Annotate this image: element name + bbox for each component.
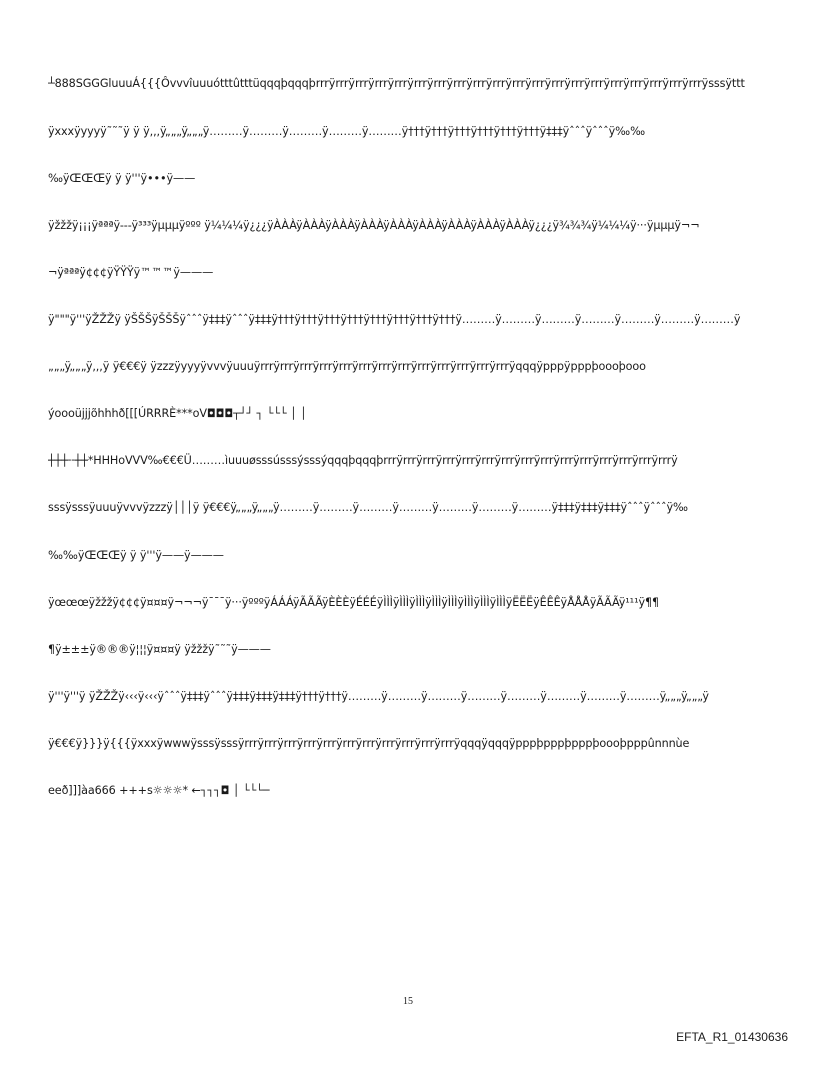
text-line: ýoooüjjjõhhhð[[[ÚRRRÈ***oV◘◘◘┬┘┘ ┐ └└└ │ │	[48, 407, 307, 421]
text-line: ¬ÿªªªÿ¢¢¢ÿŸŸŸÿ™™™ÿ———	[48, 265, 214, 279]
text-line: eeð]]]àa666 +++s☼☼☼* ←┐┐┐◘ │ └└└─	[48, 784, 270, 798]
text-line: „„„ÿ„„„ÿ,,,ÿ ÿ€€€ÿ ÿzzzÿyyyÿvvvÿuuuÿrrrÿrrrÿrrrÿrrrÿrrrÿrrrÿrrrÿrrrÿrrrÿrrrÿrrrÿrrrÿrrrÿqqqÿpppÿpppþoooþooo	[48, 360, 646, 374]
text-line: ‰‰ÿŒŒŒÿ ÿ ÿ'''ÿ——ÿ———	[48, 548, 224, 562]
text-line: sssÿsssÿuuuÿvvvÿzzzÿ│││ÿ ÿ€€€ÿ„„„ÿ„„„ÿ………ÿ………ÿ………ÿ………ÿ………ÿ………ÿ………ÿ‡‡‡ÿ‡‡‡ÿ‡‡‡ÿˆˆˆÿˆˆˆÿ‰	[48, 501, 688, 515]
text-line: ÿœœœÿžžžÿ¢¢¢ÿ¤¤¤ÿ¬¬¬ÿ¯¯¯ÿ···ÿºººÿÁÁÁÿÃÃÃÿÈÈÈÿÉÉÉÿÌÌÌÿÌÌÌÿÌÌÌÿÌÌÌÿÌÌÌÿÌÌÌÿÌÌÌÿÌÌÌÿËËËÿÊÊÊÿÅÅÅÿÃÃÃÿ¹¹¹ÿ¶¶	[48, 595, 660, 609]
page-number: 15	[403, 996, 413, 1007]
bates-number: EFTA_R1_01430636	[676, 1030, 788, 1044]
text-line: ÿxxxÿyyyÿ˜˜˜ÿ ÿ ÿ,,,ÿ„„„ÿ„„„ÿ………ÿ………ÿ………ÿ………ÿ………ÿ†††ÿ†††ÿ†††ÿ†††ÿ†††ÿ†††ÿ‡‡‡ÿˆˆˆÿˆˆˆÿ‰‰	[48, 124, 645, 138]
text-line: ┴888SGGGluuuÁ{{{Ôvvvîuuuótttûtttüqqqþqqqþrrrÿrrrÿrrrÿrrrÿrrrÿrrrÿrrrÿrrrÿrrrÿrrrÿrrrÿrrrÿrrrÿrrrÿrrrÿrrrÿrrrÿrrrÿrrrÿrrrÿsssÿttt	[48, 77, 745, 91]
text-line: ┼┼┼╌┼┼*HHHoVVV‰€€€Ü………ìuuuøsssússsýsssýqqqþqqqþrrrÿrrrÿrrrÿrrrÿrrrÿrrrÿrrrÿrrrÿrrrÿrrrÿrrrÿrrrÿrrrÿrrrÿrrrÿ	[48, 454, 678, 468]
text-line: ÿ€€€ÿ}}}ÿ{{{ÿxxxÿwwwÿsssÿsssÿrrrÿrrrÿrrrÿrrrÿrrrÿrrrÿrrrÿrrrÿrrrÿrrrÿrrrÿqqqÿqqqÿpppþpppþpppþoooþpppûnnnùe	[48, 736, 690, 750]
text-line: ÿ'''ÿ'''ÿ ÿŽŽŽÿ‹‹‹ÿ‹‹‹ÿˆˆˆÿ‡‡‡ÿˆˆˆÿ‡‡‡ÿ‡‡‡ÿ‡‡‡ÿ†††ÿ†††ÿ………ÿ………ÿ………ÿ………ÿ………ÿ………ÿ………ÿ………ÿ„„„ÿ„„„ÿ	[48, 689, 709, 703]
text-line: ÿ"""ÿ'''ÿŽŽŽÿ ÿŠŠŠÿŠŠŠÿˆˆˆÿ‡‡‡ÿˆˆˆÿ‡‡‡ÿ†††ÿ†††ÿ†††ÿ†††ÿ†††ÿ†††ÿ†††ÿ†††ÿ………ÿ………ÿ………ÿ………ÿ………ÿ………ÿ………ÿ	[48, 312, 741, 326]
garbled-text-block	[48, 45, 770, 830]
text-line: ‰ÿŒŒŒÿ ÿ ÿ'''ÿ•••ÿ——	[48, 171, 196, 185]
text-line: ÿžžžÿ¡¡¡ÿªªªÿ---ÿ³³³ÿµµµÿººº ÿ¼¼¼ÿ¿¿¿ÿÀÀÀÿÀÀÀÿÀÀÀÿÀÀÀÿÀÀÀÿÀÀÀÿÀÀÀÿÀÀÀÿÀÀÀÿ¿¿¿ÿ¾¾¾ÿ¼¼¼ÿ···ÿµµµÿ¬¬	[48, 218, 700, 232]
text-line: ¶ÿ±±±ÿ®®®ÿ¦¦¦ÿ¤¤¤ÿ ÿžžžÿ˜˜˜ÿ———	[48, 642, 271, 656]
